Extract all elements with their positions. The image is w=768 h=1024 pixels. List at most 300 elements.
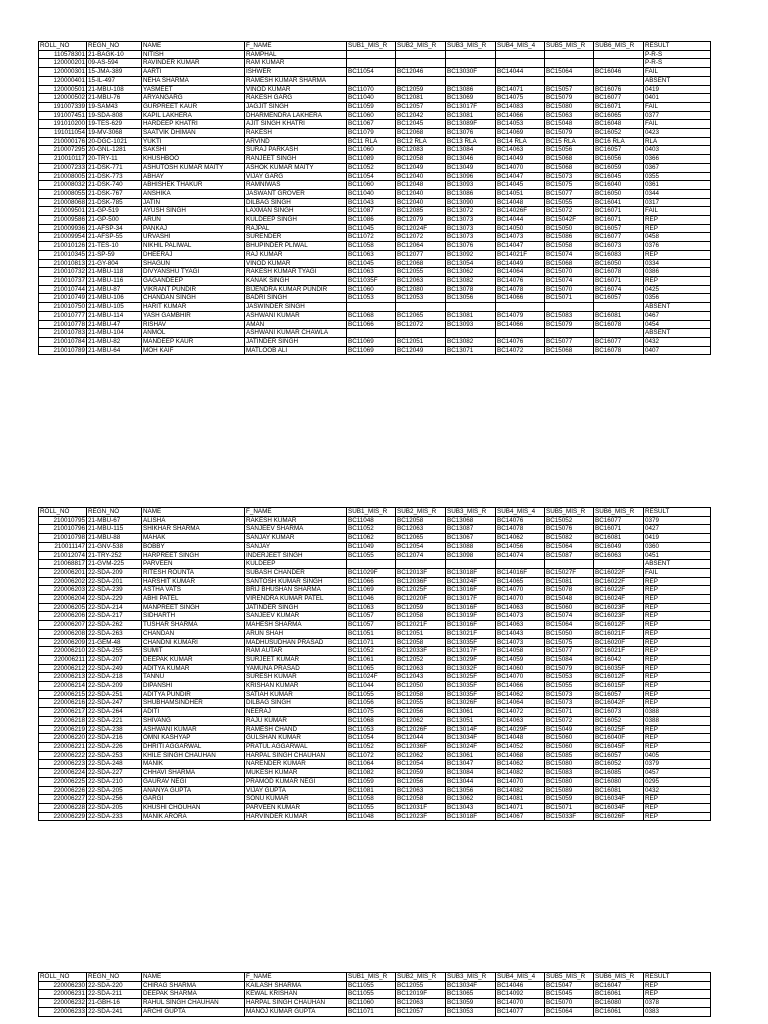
cell-sub3: BC13035F bbox=[446, 690, 496, 699]
cell-sub2: BC12049 bbox=[396, 163, 446, 172]
cell-father-name: NARENDER KUMAR bbox=[245, 760, 347, 769]
table-row bbox=[39, 716, 711, 725]
cell-name: ARCHI GUPTA bbox=[142, 1007, 245, 1016]
cell-result: 0401 bbox=[644, 94, 711, 103]
cell-name: PANKAJ bbox=[142, 224, 245, 233]
cell-sub4 bbox=[496, 59, 545, 68]
cell-sub6: BC16050 bbox=[594, 189, 644, 198]
table-row bbox=[39, 682, 711, 691]
cell-sub2: BC12019F bbox=[396, 990, 446, 999]
cell-regn-no: 22-SDA-209 bbox=[87, 568, 142, 577]
cell-name: DEEPAK SHARMA bbox=[142, 990, 245, 999]
cell-result: ABSENT bbox=[644, 560, 711, 569]
cell-father-name: JATINDER SINGH bbox=[245, 337, 347, 346]
cell-sub4: BC14071 bbox=[496, 803, 545, 812]
cell-sub5: BC15079 bbox=[545, 664, 594, 673]
cell-sub2: BC12080 bbox=[396, 285, 446, 294]
cell-sub6: BC16015F bbox=[594, 682, 644, 691]
cell-regn-no: 21-GBH-16 bbox=[87, 999, 142, 1008]
table-row bbox=[39, 59, 711, 68]
cell-name: AARTI bbox=[142, 68, 245, 77]
cell-regn-no: 22-SDA-205 bbox=[87, 786, 142, 795]
cell-sub5: BC15075 bbox=[545, 638, 594, 647]
cell-sub6: BC16021F bbox=[594, 629, 644, 638]
cell-roll-no: 210010777 bbox=[39, 311, 87, 320]
table-row bbox=[39, 76, 711, 85]
cell-sub3: BC13051 bbox=[446, 716, 496, 725]
cell-sub2: BC12054 bbox=[396, 760, 446, 769]
cell-father-name: ISHWER bbox=[245, 68, 347, 77]
cell-father-name: HARPAL SINGH CHAUHAN bbox=[245, 751, 347, 760]
table-row bbox=[39, 812, 711, 821]
cell-regn-no: 22-SDA-209 bbox=[87, 682, 142, 691]
cell-name: ASHWANI KUMAR bbox=[142, 725, 245, 734]
cell-father-name: MATLOOB ALI bbox=[245, 346, 347, 355]
cell-sub5 bbox=[545, 303, 594, 312]
cell-regn-no: 09-AS-594 bbox=[87, 59, 142, 68]
cell-sub1: BC11052 bbox=[347, 742, 396, 751]
cell-sub5: BC15047 bbox=[545, 981, 594, 990]
column-header-sub6: SUB6_MIS_R bbox=[594, 42, 644, 51]
cell-result: 0425 bbox=[644, 285, 711, 294]
cell-sub4: BC14070 bbox=[496, 999, 545, 1008]
cell-sub2: BC12072 bbox=[396, 233, 446, 242]
cell-regn-no: 21-MBU-115 bbox=[87, 525, 142, 534]
cell-sub4: BC14026F bbox=[496, 207, 545, 216]
cell-result: 0376 bbox=[644, 242, 711, 251]
cell-roll-no: 210010749 bbox=[39, 294, 87, 303]
table-row bbox=[39, 612, 711, 621]
cell-father-name: AJIT SINGH KHATRI bbox=[245, 120, 347, 129]
cell-roll-no: 191010200 bbox=[39, 120, 87, 129]
cell-sub5: BC15089 bbox=[545, 786, 594, 795]
cell-result: REP bbox=[644, 803, 711, 812]
cell-name: RISHAV bbox=[142, 320, 245, 329]
cell-sub6: BC16080 bbox=[594, 777, 644, 786]
cell-sub4: BC14063 bbox=[496, 621, 545, 630]
cell-name: DIVYANSHU TYAGI bbox=[142, 268, 245, 277]
cell-sub6: BC16057 bbox=[594, 690, 644, 699]
cell-sub6: BC16035F bbox=[594, 664, 644, 673]
cell-sub3: BC13087 bbox=[446, 525, 496, 534]
table-row bbox=[39, 146, 711, 155]
cell-sub2: BC12053 bbox=[396, 294, 446, 303]
column-header-father-name: F_NAME bbox=[245, 42, 347, 51]
cell-name: RITESH ROUNTA bbox=[142, 568, 245, 577]
cell-roll-no: 220006204 bbox=[39, 595, 87, 604]
table-row bbox=[39, 233, 711, 242]
cell-roll-no: 210008055 bbox=[39, 189, 87, 198]
cell-roll-no: 210068817 bbox=[39, 560, 87, 569]
cell-sub6: BC16012F bbox=[594, 673, 644, 682]
cell-name: HARPREET SINGH bbox=[142, 551, 245, 560]
cell-sub5: BC15076 bbox=[545, 525, 594, 534]
cell-sub1: BC11081 bbox=[347, 786, 396, 795]
cell-name: CHIRAG SHARMA bbox=[142, 981, 245, 990]
cell-sub5: BC15052 bbox=[545, 516, 594, 525]
cell-sub4: BC14070 bbox=[496, 586, 545, 595]
column-header-sub1: SUB1_MIS_R bbox=[347, 973, 396, 982]
cell-regn-no: 19-SAM43 bbox=[87, 102, 142, 111]
cell-sub1: BC11 RLA bbox=[347, 137, 396, 146]
cell-result: 0388 bbox=[644, 716, 711, 725]
cell-sub6: BC16056 bbox=[594, 155, 644, 164]
cell-sub6: BC16022F bbox=[594, 568, 644, 577]
cell-sub6: BC16020F bbox=[594, 638, 644, 647]
results-table-2 bbox=[38, 507, 711, 821]
cell-result: 0419 bbox=[644, 534, 711, 543]
cell-sub4: BC14063 bbox=[496, 146, 545, 155]
cell-sub3: BC13056 bbox=[446, 294, 496, 303]
cell-sub3: BC13056 bbox=[446, 786, 496, 795]
cell-result: REP bbox=[644, 690, 711, 699]
table-row bbox=[39, 163, 711, 172]
cell-roll-no: 220006228 bbox=[39, 803, 87, 812]
column-header-sub6: SUB6_MIS_R bbox=[594, 508, 644, 517]
cell-sub4: BC14016F bbox=[496, 568, 545, 577]
column-header-sub1: SUB1_MIS_R bbox=[347, 508, 396, 517]
cell-result: 0386 bbox=[644, 268, 711, 277]
cell-father-name: HARPAL SINGH CHAUHAN bbox=[245, 999, 347, 1008]
table-row bbox=[39, 329, 711, 338]
cell-name: KHUSHI CHOUHAN bbox=[142, 803, 245, 812]
table-row bbox=[39, 198, 711, 207]
cell-sub1: BC11071 bbox=[347, 1007, 396, 1016]
cell-roll-no: 210009954 bbox=[39, 233, 87, 242]
cell-sub3: BC13018F bbox=[446, 568, 496, 577]
cell-sub1: BC11069 bbox=[347, 337, 396, 346]
cell-regn-no: 21-MBU-88 bbox=[87, 534, 142, 543]
cell-sub6: BC16071 bbox=[594, 207, 644, 216]
cell-sub6: BC16050 bbox=[594, 259, 644, 268]
cell-regn-no: 21-SP-59 bbox=[87, 250, 142, 259]
column-header-sub1: SUB1_MIS_R bbox=[347, 42, 396, 51]
table-row bbox=[39, 320, 711, 329]
cell-sub2: BC12042 bbox=[396, 111, 446, 120]
cell-sub5: BC15073 bbox=[545, 172, 594, 181]
cell-sub3: BC13086 bbox=[446, 189, 496, 198]
cell-sub3: BC13061 bbox=[446, 751, 496, 760]
cell-sub4 bbox=[496, 560, 545, 569]
cell-father-name: RAKESH bbox=[245, 129, 347, 138]
cell-sub6: BC16045 bbox=[594, 172, 644, 181]
cell-name: CHANDAN SINGH bbox=[142, 294, 245, 303]
cell-sub1: BC11043 bbox=[347, 198, 396, 207]
cell-sub6: BC16023F bbox=[594, 603, 644, 612]
cell-regn-no: 22-SDA-264 bbox=[87, 708, 142, 717]
cell-roll-no: 210010744 bbox=[39, 285, 87, 294]
cell-sub1: BC11061 bbox=[347, 655, 396, 664]
cell-father-name: KULDEEP SINGH bbox=[245, 216, 347, 225]
cell-sub4: BC14070 bbox=[496, 777, 545, 786]
cell-sub3: BC13017F bbox=[446, 647, 496, 656]
cell-result: REP bbox=[644, 638, 711, 647]
cell-regn-no: 22-SDA-220 bbox=[87, 981, 142, 990]
cell-regn-no: 22-SDA-226 bbox=[87, 742, 142, 751]
cell-sub4: BC14078 bbox=[496, 525, 545, 534]
cell-sub4: BC14092 bbox=[496, 990, 545, 999]
cell-result: 0317 bbox=[644, 198, 711, 207]
cell-sub1: BC11045 bbox=[347, 259, 396, 268]
cell-sub6: BC16040F bbox=[594, 734, 644, 743]
cell-sub4: BC14063 bbox=[496, 603, 545, 612]
cell-father-name: PRAMOD KUMAR NEGI bbox=[245, 777, 347, 786]
cell-roll-no: 220006205 bbox=[39, 603, 87, 612]
cell-result: 0379 bbox=[644, 760, 711, 769]
cell-regn-no: 22-SDA-253 bbox=[87, 751, 142, 760]
cell-sub4: BC14068 bbox=[496, 751, 545, 760]
cell-father-name: JAGJIT SINGH bbox=[245, 102, 347, 111]
cell-name: MANIK bbox=[142, 760, 245, 769]
cell-sub2: BC12026F bbox=[396, 725, 446, 734]
cell-sub6: BC16071 bbox=[594, 276, 644, 285]
table-row bbox=[39, 311, 711, 320]
cell-name: SHIKHAR SHARMA bbox=[142, 525, 245, 534]
cell-sub4: BC14051 bbox=[496, 189, 545, 198]
cell-roll-no: 220006206 bbox=[39, 612, 87, 621]
cell-regn-no: 21-MBU-106 bbox=[87, 294, 142, 303]
column-header-regn-no: REGN_NO bbox=[87, 973, 142, 982]
cell-sub4 bbox=[496, 50, 545, 59]
column-header-roll-no: ROLL_NO bbox=[39, 42, 87, 51]
cell-sub4: BC14052 bbox=[496, 742, 545, 751]
cell-roll-no: 210012074 bbox=[39, 551, 87, 560]
cell-sub4: BC14072 bbox=[496, 346, 545, 355]
cell-sub5: BC15082 bbox=[545, 534, 594, 543]
cell-sub1: BC11086 bbox=[347, 216, 396, 225]
cell-sub2: BC12021F bbox=[396, 621, 446, 630]
cell-name: CHANDAN bbox=[142, 629, 245, 638]
cell-sub4: BC14060 bbox=[496, 664, 545, 673]
cell-sub1: BC11048 bbox=[347, 516, 396, 525]
table-row bbox=[39, 102, 711, 111]
cell-roll-no: 210008005 bbox=[39, 172, 87, 181]
cell-regn-no: 22-SDA-227 bbox=[87, 769, 142, 778]
cell-sub2: BC12040 bbox=[396, 189, 446, 198]
cell-sub5: BC15055 bbox=[545, 198, 594, 207]
cell-sub6 bbox=[594, 76, 644, 85]
cell-sub5: BC15045 bbox=[545, 990, 594, 999]
cell-sub3: BC13098 bbox=[446, 551, 496, 560]
cell-father-name: SURJEET KUMAR bbox=[245, 655, 347, 664]
cell-regn-no: 20-GNL-1281 bbox=[87, 146, 142, 155]
cell-sub4: BC14082 bbox=[496, 769, 545, 778]
cell-sub5: BC15058 bbox=[545, 242, 594, 251]
cell-sub1: BC11046 bbox=[347, 595, 396, 604]
cell-sub5: BC15079 bbox=[545, 129, 594, 138]
cell-roll-no: 191007339 bbox=[39, 102, 87, 111]
cell-result: REP bbox=[644, 673, 711, 682]
cell-sub1 bbox=[347, 59, 396, 68]
cell-sub2: BC12036F bbox=[396, 742, 446, 751]
cell-sub3: BC13082 bbox=[446, 276, 496, 285]
cell-regn-no: 22-SDA-241 bbox=[87, 1007, 142, 1016]
column-header-result: RESULT bbox=[644, 508, 711, 517]
cell-name: ABHAY bbox=[142, 172, 245, 181]
cell-result: 0367 bbox=[644, 163, 711, 172]
column-header-sub4: SUB4_MIS_4 bbox=[496, 973, 545, 982]
cell-sub3: BC13049 bbox=[446, 163, 496, 172]
cell-regn-no: 21-DSK-740 bbox=[87, 181, 142, 190]
cell-father-name: KEWAL KRISHAN bbox=[245, 990, 347, 999]
cell-result: REP bbox=[644, 250, 711, 259]
cell-roll-no: 210007295 bbox=[39, 146, 87, 155]
table-row bbox=[39, 94, 711, 103]
cell-sub2: BC12058 bbox=[396, 516, 446, 525]
cell-name: SAATVIK DHIMAN bbox=[142, 129, 245, 138]
cell-name: ABHISHEK THAKUR bbox=[142, 181, 245, 190]
cell-sub3: BC13054 bbox=[446, 259, 496, 268]
table-row bbox=[39, 690, 711, 699]
cell-sub4: BC14074 bbox=[496, 551, 545, 560]
cell-roll-no: 220006207 bbox=[39, 621, 87, 630]
table-row bbox=[39, 595, 711, 604]
cell-sub5: BC15070 bbox=[545, 268, 594, 277]
cell-name: DHRITI AGGARWAL bbox=[142, 742, 245, 751]
cell-sub5: BC15027F bbox=[545, 568, 594, 577]
cell-sub1: BC11053 bbox=[347, 725, 396, 734]
cell-sub1: BC11052 bbox=[347, 163, 396, 172]
cell-sub6: BC16077 bbox=[594, 516, 644, 525]
cell-sub3: BC13081 bbox=[446, 311, 496, 320]
cell-sub4: BC14066 bbox=[496, 294, 545, 303]
cell-sub1: BC11058 bbox=[347, 795, 396, 804]
table-row bbox=[39, 577, 711, 586]
cell-sub3: BC13046 bbox=[446, 155, 496, 164]
cell-sub3: BC13016F bbox=[446, 603, 496, 612]
cell-sub1: BC11045 bbox=[347, 224, 396, 233]
cell-result: 0451 bbox=[644, 551, 711, 560]
cell-sub5: BC15073 bbox=[545, 699, 594, 708]
cell-sub1: BC11060 bbox=[347, 181, 396, 190]
cell-sub1: BC11040 bbox=[347, 94, 396, 103]
table-row bbox=[39, 111, 711, 120]
table-row bbox=[39, 803, 711, 812]
cell-sub2 bbox=[396, 76, 446, 85]
cell-sub2: BC12046 bbox=[396, 68, 446, 77]
cell-sub4: BC14075 bbox=[496, 94, 545, 103]
cell-sub1: BC11055 bbox=[347, 803, 396, 812]
cell-sub6: BC16023F bbox=[594, 612, 644, 621]
cell-roll-no: 210011147 bbox=[39, 542, 87, 551]
cell-name: ANSHIKA bbox=[142, 189, 245, 198]
cell-sub6: BC16057 bbox=[594, 751, 644, 760]
cell-sub1: BC11075 bbox=[347, 708, 396, 717]
cell-regn-no: 21-DSK-785 bbox=[87, 198, 142, 207]
cell-father-name: SANJAY KUMAR bbox=[245, 534, 347, 543]
cell-regn-no: 20-TRY-11 bbox=[87, 155, 142, 164]
cell-sub1: BC11059 bbox=[347, 102, 396, 111]
table-row bbox=[39, 189, 711, 198]
cell-sub2: BC12062 bbox=[396, 751, 446, 760]
column-header-result: RESULT bbox=[644, 42, 711, 51]
cell-roll-no: 210008032 bbox=[39, 181, 87, 190]
cell-sub2 bbox=[396, 560, 446, 569]
cell-sub5: BC15074 bbox=[545, 612, 594, 621]
cell-sub2: BC12024F bbox=[396, 224, 446, 233]
cell-sub1 bbox=[347, 303, 396, 312]
cell-regn-no: 21-MBU-116 bbox=[87, 276, 142, 285]
cell-sub1: BC11048 bbox=[347, 812, 396, 821]
table-row bbox=[39, 250, 711, 259]
cell-name: RAHUL SINGH CHAUHAN bbox=[142, 999, 245, 1008]
cell-sub2: BC12058 bbox=[396, 155, 446, 164]
cell-sub3 bbox=[446, 560, 496, 569]
cell-sub3: BC13093 bbox=[446, 181, 496, 190]
cell-regn-no: 21-MBU-105 bbox=[87, 303, 142, 312]
column-header-sub2: SUB2_MIS_R bbox=[396, 42, 446, 51]
cell-sub1: BC11070 bbox=[347, 85, 396, 94]
cell-father-name: RAJU KUMAR bbox=[245, 716, 347, 725]
cell-sub4: BC14070 bbox=[496, 163, 545, 172]
cell-regn-no: 22-SDA-211 bbox=[87, 990, 142, 999]
table-row bbox=[39, 534, 711, 543]
cell-father-name: RAKESH KUMAR TYAGI bbox=[245, 268, 347, 277]
cell-sub1: BC11035F bbox=[347, 276, 396, 285]
cell-sub5: BC15059 bbox=[545, 795, 594, 804]
cell-name: ANMOL bbox=[142, 329, 245, 338]
cell-sub6: BC16061 bbox=[594, 1007, 644, 1016]
cell-result: FAIL bbox=[644, 120, 711, 129]
cell-sub1: BC11060 bbox=[347, 285, 396, 294]
cell-sub1: BC11060 bbox=[347, 999, 396, 1008]
cell-sub3 bbox=[446, 50, 496, 59]
cell-sub5: BC15060 bbox=[545, 603, 594, 612]
cell-name: DEEPAK KUMAR bbox=[142, 655, 245, 664]
cell-sub3: BC13092 bbox=[446, 250, 496, 259]
cell-sub2: BC12063 bbox=[396, 786, 446, 795]
cell-name: MANIK ARORA bbox=[142, 812, 245, 821]
cell-sub6: BC16077 bbox=[594, 94, 644, 103]
cell-result: 0423 bbox=[644, 129, 711, 138]
cell-roll-no: 210008068 bbox=[39, 198, 87, 207]
cell-result: REP bbox=[644, 725, 711, 734]
cell-sub3: BC13032F bbox=[446, 664, 496, 673]
cell-father-name: RANJEET SINGH bbox=[245, 155, 347, 164]
table-row bbox=[39, 786, 711, 795]
column-header-sub6: SUB6_MIS_R bbox=[594, 973, 644, 982]
cell-father-name: SANJAY bbox=[245, 542, 347, 551]
cell-name: SAKSHI bbox=[142, 146, 245, 155]
cell-sub1: BC11057 bbox=[347, 621, 396, 630]
cell-sub3 bbox=[446, 59, 496, 68]
cell-sub2: BC12031F bbox=[396, 803, 446, 812]
cell-father-name: ASHOK KUMAR MAITY bbox=[245, 163, 347, 172]
cell-result: REP bbox=[644, 655, 711, 664]
cell-sub5: BC15068 bbox=[545, 346, 594, 355]
cell-sub6: BC16071 bbox=[594, 216, 644, 225]
cell-sub3: BC13084 bbox=[446, 146, 496, 155]
cell-sub3: BC13081 bbox=[446, 111, 496, 120]
cell-regn-no: 21-GEM-48 bbox=[87, 638, 142, 647]
column-header-sub5: SUB5_MIS_R bbox=[545, 42, 594, 51]
cell-sub2: BC12044 bbox=[396, 734, 446, 743]
cell-roll-no: 220006233 bbox=[39, 1007, 87, 1016]
cell-sub6: BC16025F bbox=[594, 725, 644, 734]
table-row bbox=[39, 120, 711, 129]
cell-father-name: MANOJ KUMAR GUPTA bbox=[245, 1007, 347, 1016]
cell-name: AYUSH SINGH bbox=[142, 207, 245, 216]
cell-sub1: BC11040 bbox=[347, 189, 396, 198]
cell-sub1: BC11068 bbox=[347, 716, 396, 725]
cell-father-name: SURESH KUMAR bbox=[245, 673, 347, 682]
cell-sub3: BC13073 bbox=[446, 233, 496, 242]
table-row bbox=[39, 155, 711, 164]
cell-sub1: BC11055 bbox=[347, 981, 396, 990]
cell-sub5: BC15073 bbox=[545, 690, 594, 699]
cell-name: ASTHA VATS bbox=[142, 586, 245, 595]
cell-regn-no: 21-TES-10 bbox=[87, 242, 142, 251]
